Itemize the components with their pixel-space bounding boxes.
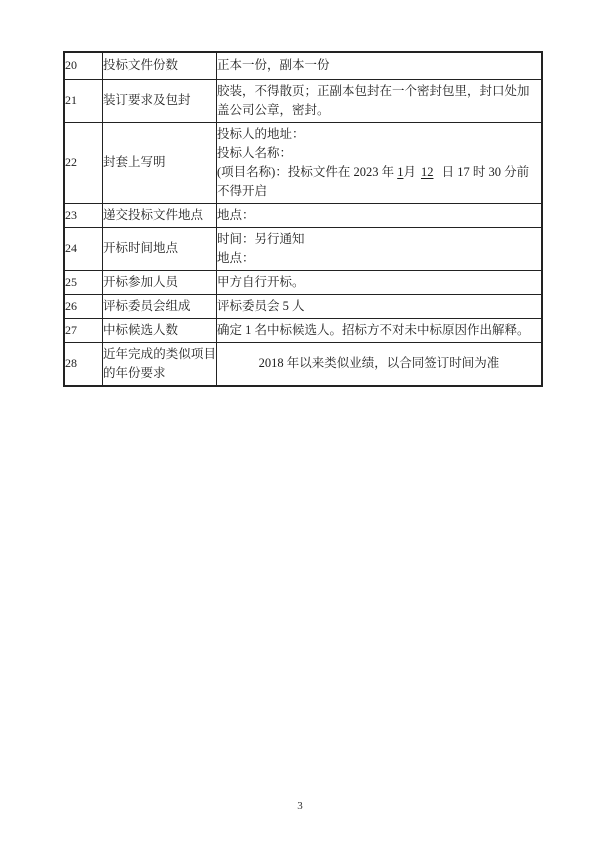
bid-parameters-table — [63, 51, 543, 387]
row-label-cell: 递交投标文件地点 — [103, 203, 217, 227]
row-content-cell — [217, 122, 543, 203]
content-line: 投标人名称： — [217, 145, 293, 160]
deadline-day-value: 12 — [420, 164, 434, 179]
row-label-cell: 开标参加人员 — [103, 270, 217, 294]
table-row — [64, 122, 542, 203]
row-number-cell: 28 — [64, 342, 103, 386]
row-label-cell: 中标候选人数 — [103, 318, 217, 342]
row-content-cell: 确定 1 名中标候选人。招标方不对未中标原因作出解释。 — [217, 318, 543, 342]
page-number: 3 — [297, 800, 303, 812]
table-row — [64, 227, 542, 270]
row-content-cell — [217, 227, 543, 270]
row-content-cell: 评标委员会 5 人 — [217, 294, 543, 318]
row-number-cell: 22 — [64, 122, 103, 203]
deadline-suffix: 日 17 时 30 分前不得开启 — [217, 164, 530, 198]
table-row — [64, 342, 542, 386]
row-label-cell: 评标委员会组成 — [103, 294, 217, 318]
row-content-cell: 甲方自行开标。 — [217, 270, 543, 294]
content-line: 时间：另行通知 — [217, 231, 305, 246]
row-number-cell: 26 — [64, 294, 103, 318]
content-line-deadline — [217, 163, 541, 201]
table-row — [64, 52, 542, 79]
row-label-cell: 近年完成的类似项目的年份要求 — [103, 342, 217, 386]
row-content-cell: 胶装，不得散页；正副本包封在一个密封包里，封口处加盖公司公章，密封。 — [217, 79, 543, 122]
row-number-cell: 27 — [64, 318, 103, 342]
row-label-cell: 装订要求及包封 — [103, 79, 217, 122]
row-number-cell: 20 — [64, 52, 103, 79]
row-number-cell: 23 — [64, 203, 103, 227]
table-row — [64, 294, 542, 318]
row-content-cell: 正本一份，副本一份 — [217, 52, 543, 79]
row-content-cell: 地点： — [217, 203, 543, 227]
deadline-month-unit: 月 — [403, 164, 416, 179]
table-row — [64, 270, 542, 294]
deadline-month-value: 1 — [397, 164, 404, 179]
row-number-cell: 21 — [64, 79, 103, 122]
row-number-cell: 25 — [64, 270, 103, 294]
row-label-cell: 开标时间地点 — [103, 227, 217, 270]
deadline-prefix: (项目名称)：投标文件在 2023 年 — [217, 164, 398, 179]
row-content-cell: 2018 年以来类似业绩，以合同签订时间为准 — [217, 342, 543, 386]
row-number-cell: 24 — [64, 227, 103, 270]
table-row — [64, 79, 542, 122]
content-line: 地点： — [217, 250, 255, 265]
row-label-cell: 投标文件份数 — [103, 52, 217, 79]
content-line: 投标人的地址： — [217, 126, 305, 141]
row-label-cell: 封套上写明 — [103, 122, 217, 203]
table-row — [64, 203, 542, 227]
table-row — [64, 318, 542, 342]
